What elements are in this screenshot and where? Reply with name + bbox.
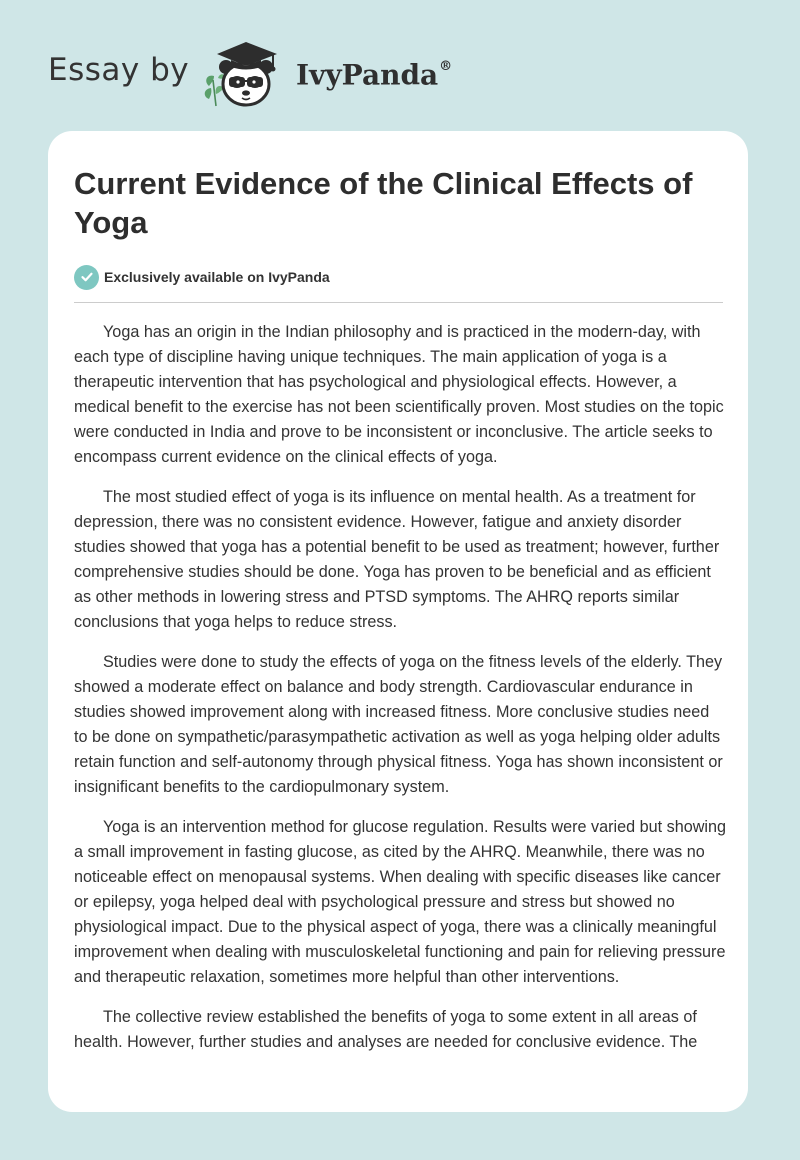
page-title: Current Evidence of the Clinical Effects of Yoga xyxy=(74,166,693,240)
essay-by-label: Essay by xyxy=(48,52,190,88)
paragraph: The collective review established the benefits of yoga to some extent in all areas of health. However, further studies and analyses are needed for conclusive evidence. The xyxy=(74,1008,698,1051)
brand-text: IvyPanda xyxy=(296,58,439,92)
essay-body xyxy=(74,320,726,1070)
paragraph: Studies were done to study the effects of yoga on the fitness levels of the elderly. They showed a moderate effect on balance and body strength. Cardiovascular endurance in studies showed improvement along with increased fitness. More conclusive studies need to be done on sympathetic/parasympathetic activation as well as yoga helping older adults retain function and self-autonomy through physical fitness. Yoga has shown inconsistent or insignificant benefits to the cardiopulmonary system. xyxy=(74,653,723,796)
exclusive-badge xyxy=(74,264,330,290)
essay-card xyxy=(48,131,748,1112)
paragraph: Yoga is an intervention method for glucose regulation. Results were varied but showing a small improvement in fasting glucose, as cited by the AHRQ. Meanwhile, there was no noticeable effect on menopausal systems. When dealing with specific diseases like cancer or epilepsy, yoga helped deal with psychological pressure and stress but showed no physiological impact. Due to the physical aspect of yoga, there was a clinically meaningful improvement when dealing with musculoskeletal functioning and pain for relieving pressure and therapeutic relaxation, sometimes more helpful than other interventions. xyxy=(74,818,726,986)
title-divider xyxy=(74,302,723,303)
registered-mark: ® xyxy=(439,59,453,74)
exclusive-badge-label: Exclusively available on IvyPanda xyxy=(104,269,330,285)
checkmark-icon xyxy=(74,265,99,290)
brand-name[interactable] xyxy=(296,52,452,94)
panda-graduate-icon[interactable] xyxy=(200,34,290,110)
paragraph: The most studied effect of yoga is its influence on mental health. As a treatment for depression, there was no consistent evidence. However, fatigue and anxiety disorder studies showed that yoga has a potential benefit to be used as treatment; however, further comprehensive studies should be done. Yoga has proven to be beneficial and as efficient as other methods in lowering stress and PTSD symptoms. The AHRQ reports similar conclusions that yoga helps to reduce stress. xyxy=(74,488,720,631)
site-header xyxy=(0,0,800,130)
paragraph: Yoga has an origin in the Indian philosophy and is practiced in the modern-day, with each type of discipline having unique techniques. The main application of yoga is a therapeutic intervention that has psychological and physiological effects. However, a medical benefit to the exercise has not been scientifically proven. Most studies on the topic were conducted in India and prove to be inconsistent or inconclusive. The article seeks to encompass current evidence on the clinical effects of yoga. xyxy=(74,323,724,466)
